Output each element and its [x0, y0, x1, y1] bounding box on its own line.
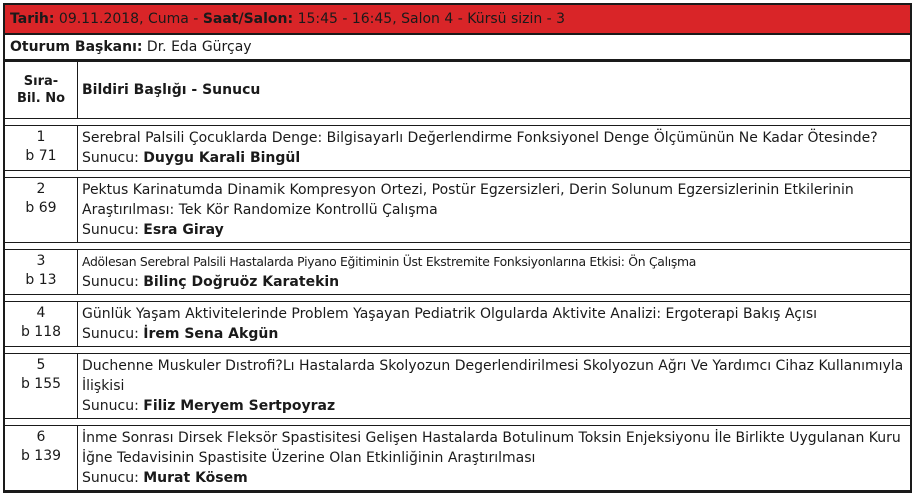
- title-presenter-cell: [78, 178, 911, 243]
- column-header-number-line2: Bil. No: [16, 91, 66, 106]
- session-schedule: [3, 3, 912, 493]
- time-label: Saat/Salon:: [202, 11, 294, 27]
- table-row: [5, 354, 910, 419]
- column-header-number: [5, 62, 78, 119]
- date-label: Tarih:: [10, 11, 55, 27]
- presentation-title: Duchenne Muskuler Dıstrofi?Lı Hastalarda Skolyozun Degerlendirilmesi Skolyozun Ağrı Ve Yardımcı Cihaz Kullanımıyla İlişkisi: [82, 358, 904, 394]
- presenter-label: Sunucu:: [82, 222, 144, 238]
- order-number: 5: [36, 357, 46, 373]
- abstract-code: b 69: [25, 200, 57, 216]
- time-room-value: 15:45 - 16:45, Salon 4 - Kürsü sizin - 3: [297, 11, 566, 27]
- presenter-label: Sunucu:: [82, 274, 144, 290]
- title-presenter-cell: [78, 354, 911, 419]
- session-header-bar: [5, 5, 910, 35]
- order-code-cell: [5, 178, 78, 243]
- presenter-name: Duygu Karali Bingül: [143, 150, 301, 166]
- presenter-label: Sunucu:: [82, 398, 144, 414]
- order-code-cell: [5, 354, 78, 419]
- row-spacer-cell: [5, 419, 910, 426]
- order-number: 2: [36, 181, 46, 197]
- presenter-line: [82, 468, 904, 488]
- table-row: [5, 126, 910, 171]
- presentation-title: İnme Sonrası Dirsek Fleksör Spastisitesi Gelişen Hastalarda Botulinum Toksin Enjeksiyonu İle Birlikte Uygulanan Kuru İğne Tedavisinin Spastisite Üzerine Olan Etkinliğinin Araştırılması: [82, 430, 901, 466]
- abstract-code: b 139: [20, 448, 62, 464]
- row-spacer: [5, 419, 910, 426]
- date-value: 09.11.2018, Cuma: [58, 11, 189, 27]
- header-separator: -: [188, 11, 203, 27]
- row-spacer-cell: [5, 243, 910, 250]
- table-row: [5, 178, 910, 243]
- chair-label: Oturum Başkanı:: [10, 39, 143, 55]
- row-spacer: [5, 243, 910, 250]
- presenter-line: [82, 272, 904, 292]
- presenter-line: [82, 396, 904, 416]
- row-spacer: [5, 295, 910, 302]
- presenter-line: [82, 324, 904, 344]
- row-spacer: [5, 171, 910, 178]
- chair-name: Dr. Eda Gürçay: [146, 39, 252, 55]
- column-header-number-line1: Sıra-: [23, 74, 59, 89]
- presentation-title: Günlük Yaşam Aktivitelerinde Problem Yaşayan Pediatrik Olgularda Aktivite Analizi: Ergoterapi Bakış Açısı: [82, 306, 818, 322]
- order-code-cell: [5, 250, 78, 295]
- session-chair-row: [5, 35, 910, 61]
- presenter-line: [82, 148, 904, 168]
- presenter-name: Murat Kösem: [143, 470, 248, 486]
- presenter-label: Sunucu:: [82, 150, 144, 166]
- row-spacer-cell: [5, 119, 910, 126]
- presenter-name: Esra Giray: [143, 222, 224, 238]
- presentation-title: Serebral Palsili Çocuklarda Denge: Bilgisayarlı Değerlendirme Fonksiyonel Denge Ölçümünün Ne Kadar Ötesinde?: [82, 130, 878, 146]
- title-presenter-cell: [78, 250, 911, 295]
- abstract-code: b 13: [25, 272, 57, 288]
- order-number: 4: [36, 305, 46, 321]
- table-header-row: [5, 62, 910, 119]
- table-row: [5, 302, 910, 347]
- order-code-cell: [5, 302, 78, 347]
- title-presenter-cell: [78, 126, 911, 171]
- row-spacer-cell: [5, 171, 910, 178]
- row-spacer: [5, 347, 910, 354]
- presentation-title: Adölesan Serebral Palsili Hastalarda Piyano Eğitiminin Üst Ekstremite Fonksiyonlarına Etkisi: Ön Çalışma: [82, 254, 697, 269]
- title-presenter-cell: [78, 426, 911, 491]
- presenter-label: Sunucu:: [82, 326, 144, 342]
- presenter-line: [82, 220, 904, 240]
- row-spacer-cell: [5, 295, 910, 302]
- order-code-cell: [5, 426, 78, 491]
- presentation-table: [5, 61, 910, 491]
- presenter-name: İrem Sena Akgün: [143, 326, 279, 342]
- order-number: 1: [36, 129, 46, 145]
- column-header-title: Bildiri Başlığı - Sunucu: [78, 62, 911, 119]
- row-spacer-cell: [5, 347, 910, 354]
- presenter-label: Sunucu:: [82, 470, 144, 486]
- presenter-name: Bilinç Doğruöz Karatekin: [143, 274, 340, 290]
- table-row: [5, 250, 910, 295]
- table-row: [5, 426, 910, 491]
- order-number: 6: [36, 429, 46, 445]
- order-number: 3: [36, 253, 46, 269]
- order-code-cell: [5, 126, 78, 171]
- row-spacer: [5, 119, 910, 126]
- presentation-title: Pektus Karinatumda Dinamik Kompresyon Ortezi, Postür Egzersizleri, Derin Solunum Egzersizlerinin Etkilerinin Araştırılması: Tek Kör Randomize Kontrollü Çalışma: [82, 182, 854, 218]
- abstract-code: b 71: [25, 148, 57, 164]
- presenter-name: Filiz Meryem Sertpoyraz: [143, 398, 336, 414]
- title-presenter-cell: [78, 302, 911, 347]
- abstract-code: b 118: [20, 324, 62, 340]
- abstract-code: b 155: [20, 376, 62, 392]
